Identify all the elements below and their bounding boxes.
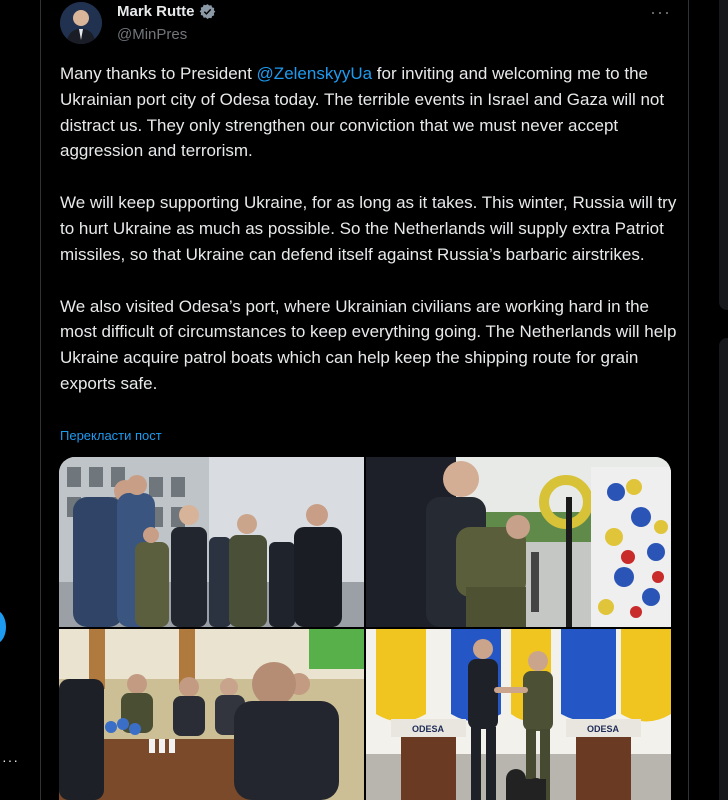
photo-4[interactable] <box>366 629 671 800</box>
author-row <box>117 3 216 20</box>
left-more-icon[interactable]: ··· <box>2 752 19 768</box>
photo-1[interactable] <box>59 457 364 627</box>
left-floating-button[interactable] <box>0 610 6 644</box>
tweet-text <box>60 61 690 423</box>
photo-2[interactable] <box>366 457 671 627</box>
podium-sign-left: ODESA <box>411 724 445 734</box>
right-panel-top <box>719 0 728 310</box>
author-name[interactable]: Mark Rutte <box>117 3 195 20</box>
tweet-paragraph-2: We will keep supporting Ukraine, for as long as it takes. This winter, Russia will try to hurt Ukraine as much as possible. So the Netherlands will supply extra Patriot missiles, so that Ukraine can defend itself against Russia’s barbaric airstrikes. <box>60 193 677 264</box>
right-panel-bottom <box>719 338 728 800</box>
tweet-paragraph-3: We also visited Odesa’s port, where Ukrainian civilians are working hard in the most difficult of circumstances to keep everything going. The Netherlands will help Ukraine acquire patrol boats which can help keep the shipping route for grain exports safe. <box>60 296 677 393</box>
more-options-icon[interactable]: ··· <box>650 2 671 22</box>
media-grid <box>59 457 671 800</box>
avatar[interactable] <box>60 2 102 44</box>
podium-sign-right: ODESA <box>586 724 620 734</box>
mention-link[interactable]: @ZelenskyyUa <box>256 64 373 83</box>
left-column-border <box>40 0 41 800</box>
verified-badge-icon <box>199 3 216 20</box>
translate-post-link[interactable]: Перекласти пост <box>60 428 162 443</box>
author-handle[interactable]: @MinPres <box>117 26 188 43</box>
tweet-paragraph-1 <box>60 61 690 164</box>
paragraph-1-prefix: Many thanks to President <box>60 64 257 83</box>
photo-3[interactable] <box>59 629 364 800</box>
paragraph-1-suffix: for inviting and welcoming me to the Ukrainian port city of Odesa today. The terrible events in Israel and Gaza will not distract us. They only strengthen our conviction that we must never accept aggression and terrorism. <box>60 64 665 161</box>
